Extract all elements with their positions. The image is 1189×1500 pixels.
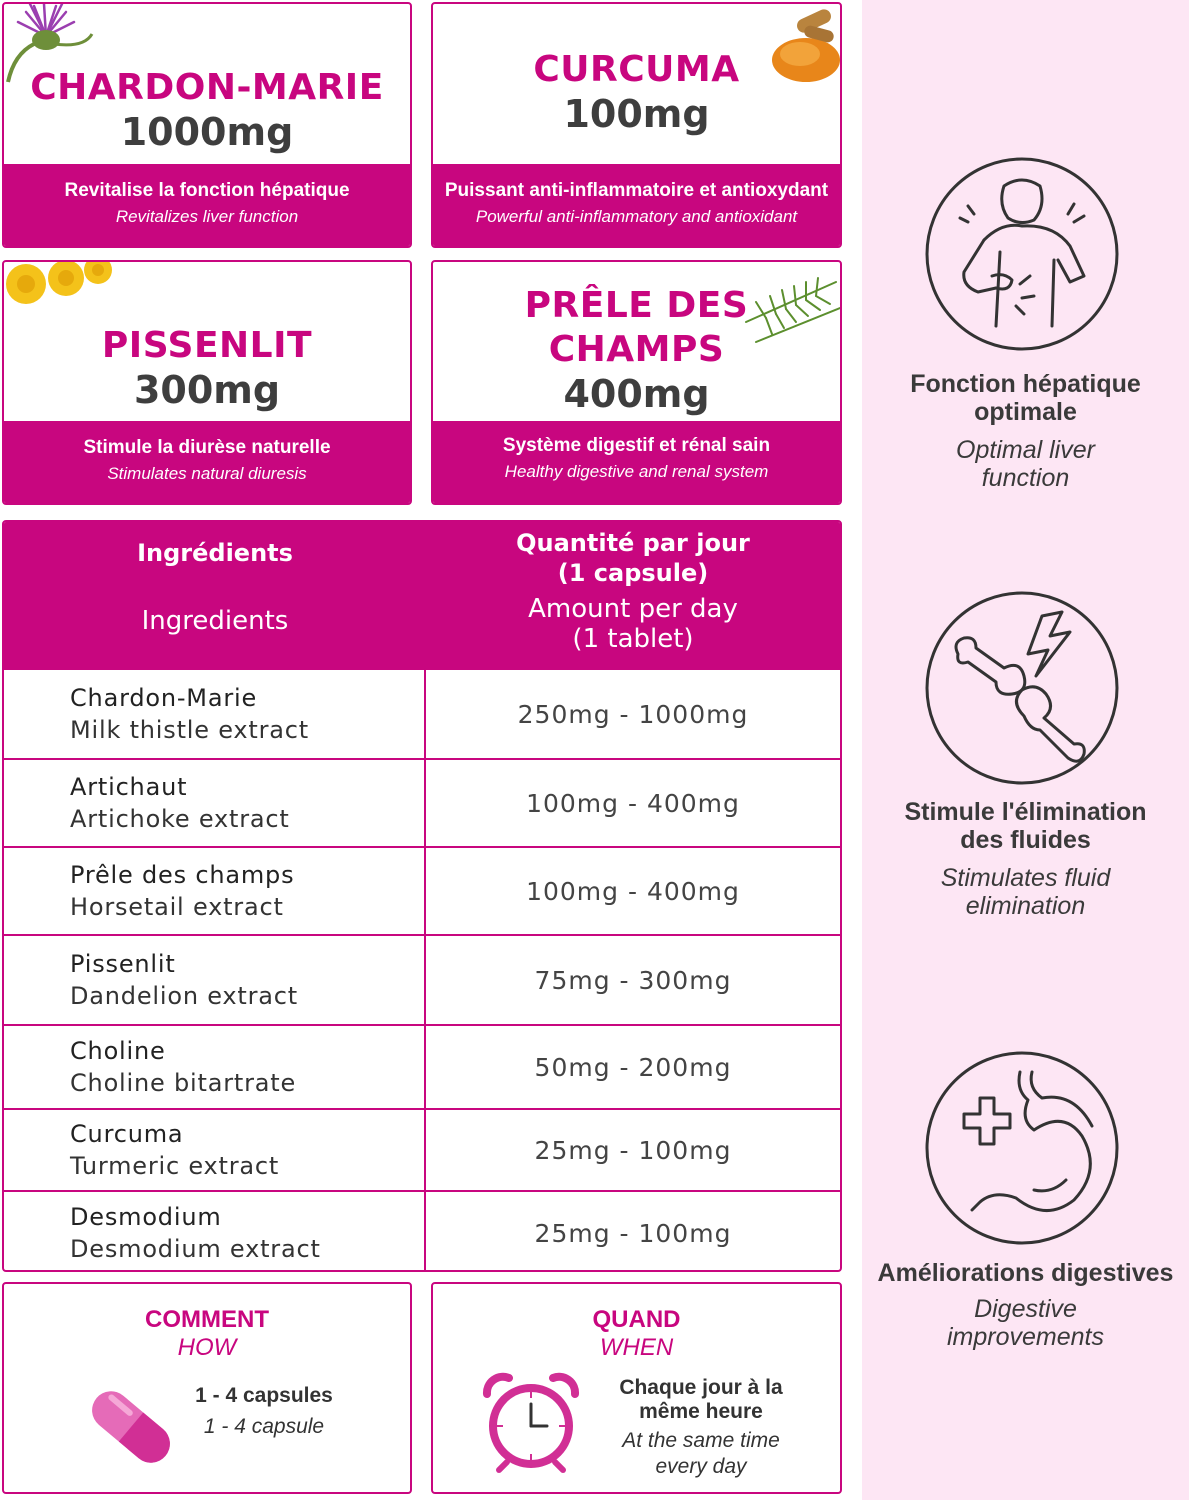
alarm-clock-icon — [479, 1370, 583, 1474]
card-name: CURCUMA — [533, 49, 740, 90]
ingredient-name-fr: Pissenlit — [70, 950, 176, 978]
header-amount-en-line1: Amount per day — [528, 594, 738, 624]
feature-title-en-line1: Optimal liver — [956, 436, 1095, 464]
how-text — [154, 1384, 374, 1440]
ingredient-name-en: Turmeric extract — [70, 1152, 280, 1180]
when-text — [589, 1376, 813, 1480]
card-benefit-fr: Revitalise la fonction hépatique — [64, 180, 350, 201]
amount-cell: 250mg - 1000mg — [517, 699, 749, 729]
header-ingredients-en: Ingredients — [141, 606, 289, 636]
card-name-line2: CHAMPS — [548, 329, 725, 370]
table-row — [4, 934, 840, 1024]
card-benefit-bar — [4, 164, 410, 246]
ingredient-cell — [4, 670, 426, 758]
benefits-panel — [862, 0, 1189, 1500]
amount-cell: 75mg - 300mg — [534, 965, 732, 995]
feature-title-fr-line1: Stimule l'élimination — [904, 798, 1147, 826]
when-line-en-2: every day — [655, 1455, 747, 1478]
table-row — [4, 1024, 840, 1108]
joint-icon — [924, 590, 1120, 786]
ingredient-name-en: Desmodium extract — [70, 1235, 321, 1263]
ingredient-name-fr: Choline — [70, 1037, 166, 1065]
card-benefit-bar — [433, 421, 840, 503]
table-header — [4, 522, 840, 668]
amount-cell: 25mg - 100mg — [534, 1135, 732, 1165]
when-line-fr-2: même heure — [639, 1400, 763, 1423]
feature-title-en-line1: Stimulates fluid — [940, 864, 1111, 892]
table-row — [4, 668, 840, 758]
card-dose: 100mg — [563, 92, 710, 136]
feature-title-en — [862, 1295, 1189, 1351]
ingredient-card-curcuma — [431, 2, 842, 248]
when-line-fr-1: Chaque jour à la — [619, 1376, 783, 1399]
ingredient-name-fr: Artichaut — [70, 773, 188, 801]
stomach-icon — [924, 1050, 1120, 1246]
card-name: CHARDON-MARIE — [30, 67, 384, 108]
feature-title-en-line1: Digestive — [974, 1295, 1077, 1323]
feature-title-en-line2: improvements — [947, 1323, 1104, 1351]
card-benefit-fr: Stimule la diurèse naturelle — [83, 437, 331, 458]
feature-title-fr-line1: Améliorations digestives — [877, 1259, 1174, 1287]
feature-title-fr-line2: des fluides — [960, 826, 1091, 854]
header-ingredients-fr: Ingrédients — [137, 539, 293, 567]
ingredient-cell — [4, 1026, 426, 1108]
when-subtitle: WHEN — [599, 1334, 674, 1361]
feature-title-fr-line2: optimale — [974, 398, 1077, 426]
table-row — [4, 846, 840, 934]
feature-title-fr — [862, 798, 1189, 854]
how-line-en: 1 - 4 capsule — [203, 1415, 325, 1438]
amount-cell: 100mg - 400mg — [526, 876, 740, 906]
feature-title-en — [862, 436, 1189, 492]
ingredient-cell — [4, 936, 426, 1024]
card-benefit-fr: Système digestif et rénal sain — [502, 435, 771, 456]
amount-cell: 100mg - 400mg — [526, 788, 740, 818]
ingredient-cell — [4, 1192, 426, 1272]
header-amount-fr-line1: Quantité par jour — [516, 529, 750, 557]
amount-cell: 25mg - 100mg — [534, 1218, 732, 1248]
how-card — [2, 1282, 412, 1494]
feature-title-fr-line1: Fonction hépatique — [910, 370, 1141, 398]
card-dose: 300mg — [133, 368, 281, 412]
card-benefit-en: Powerful anti-inflammatory and antioxidant — [475, 207, 798, 226]
feature-title-en-line2: elimination — [965, 892, 1086, 920]
card-benefit-en: Healthy digestive and renal system — [504, 462, 769, 481]
card-benefit-en: Stimulates natural diuresis — [107, 464, 307, 483]
header-amount-en-line2: (1 tablet) — [572, 624, 694, 654]
card-dose: 1000mg — [120, 110, 294, 154]
card-benefit-bar — [433, 164, 840, 246]
ingredient-card-pissenlit — [2, 260, 412, 505]
amount-cell: 50mg - 200mg — [534, 1052, 732, 1082]
ingredient-cell — [4, 848, 426, 934]
header-amount-fr-line2: (1 capsule) — [557, 559, 709, 587]
table-row — [4, 1108, 840, 1190]
ingredient-cell — [4, 760, 426, 846]
feature-title-en-line2: function — [981, 464, 1070, 492]
how-title: COMMENT — [145, 1306, 269, 1333]
dandelion-flower-icon — [4, 262, 114, 316]
ingredients-table — [2, 520, 842, 1272]
ingredient-name-fr: Curcuma — [70, 1120, 184, 1148]
when-card — [431, 1282, 842, 1494]
ingredient-name-en: Horsetail extract — [70, 893, 284, 921]
ingredient-name-fr: Prêle des champs — [70, 861, 295, 889]
how-subtitle: HOW — [177, 1334, 237, 1361]
card-benefit-bar — [4, 421, 410, 503]
card-name-line1: PRÊLE DES — [524, 285, 749, 326]
ingredient-name-en: Choline bitartrate — [70, 1069, 297, 1097]
header-ingredients — [4, 522, 426, 668]
ingredient-name-en: Milk thistle extract — [70, 716, 309, 744]
header-amount — [426, 522, 840, 668]
how-line-fr: 1 - 4 capsules — [195, 1384, 333, 1407]
when-title: QUAND — [592, 1306, 681, 1333]
when-line-en-1: At the same time — [622, 1429, 780, 1452]
ingredient-name-fr: Desmodium — [70, 1203, 222, 1231]
ingredient-card-chardon-marie — [2, 2, 412, 248]
ingredient-cell — [4, 1110, 426, 1190]
card-name: PISSENLIT — [101, 325, 313, 366]
ingredient-name-en: Dandelion extract — [70, 982, 298, 1010]
card-benefit-en: Revitalizes liver function — [115, 207, 299, 226]
feature-title-fr — [862, 370, 1189, 426]
table-row — [4, 758, 840, 846]
card-benefit-fr: Puissant anti-inflammatoire et antioxydant — [444, 180, 829, 201]
feature-title-en — [862, 864, 1189, 920]
ingredient-name-fr: Chardon-Marie — [70, 684, 258, 712]
ingredient-card-prele-des-champs — [431, 260, 842, 505]
back-pain-icon — [924, 156, 1120, 352]
feature-title-fr — [862, 1259, 1189, 1287]
ingredient-name-en: Artichoke extract — [70, 805, 290, 833]
card-dose: 400mg — [563, 372, 710, 416]
table-row — [4, 1190, 840, 1272]
